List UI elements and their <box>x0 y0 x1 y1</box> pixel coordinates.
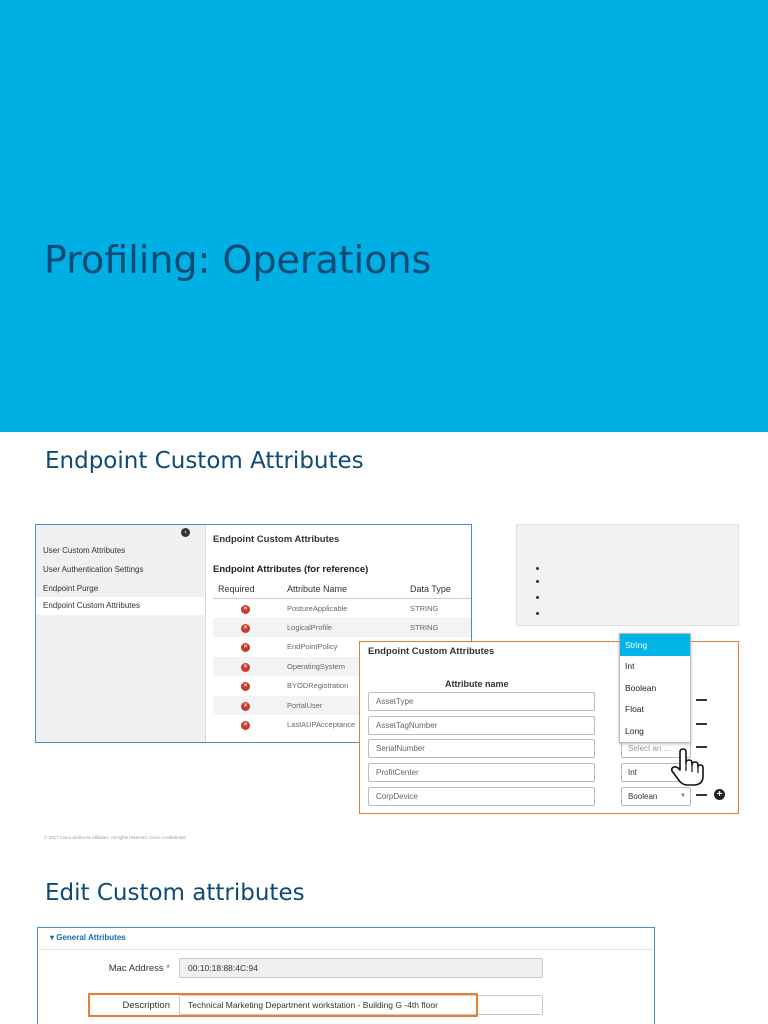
data-type: STRING <box>408 618 471 638</box>
nav-item-user-auth-settings[interactable]: User Authentication Settings <box>43 565 144 574</box>
required-icon: ✕ <box>242 644 249 651</box>
nav-item-endpoint-purge[interactable]: Endpoint Purge <box>43 584 99 593</box>
attribute-name-input[interactable]: AssetType <box>368 692 595 711</box>
required-star: * <box>166 963 170 974</box>
type-dropdown[interactable] <box>619 633 691 743</box>
dropdown-option[interactable]: Boolean <box>625 683 657 693</box>
section-heading-endpoint: Endpoint Custom Attributes <box>45 448 364 474</box>
copyright-note: © 2017 Cisco and/or its affiliates. All rights reserved. Cisco Confidential <box>44 835 186 840</box>
remove-row-icon[interactable] <box>696 723 707 725</box>
type-select[interactable] <box>621 787 691 806</box>
attribute-name: EndPointPolicy <box>287 642 338 652</box>
required-icon: ✕ <box>242 624 249 631</box>
hand-cursor-icon <box>670 748 704 786</box>
attribute-name-input[interactable]: ProfitCenter <box>368 763 595 782</box>
page-title: Profiling: Operations <box>44 238 432 282</box>
remove-row-icon[interactable] <box>696 794 707 796</box>
type-select-value: Select an ... <box>628 744 671 753</box>
bullet-point <box>536 596 539 599</box>
required-icon: ✕ <box>242 722 249 729</box>
attribute-name-input[interactable]: CorpDevice <box>368 787 595 806</box>
general-attributes-toggle[interactable]: ▾ General Attributes <box>50 933 126 942</box>
mac-label-text: Mac Address <box>108 963 164 974</box>
description-field[interactable]: Technical Marketing Department workstation - Building G -4th floor <box>179 995 543 1015</box>
col-attribute-name: Attribute Name <box>283 580 408 598</box>
mac-address-field: 00:10:18:88:4C:94 <box>179 958 543 978</box>
bullet-point <box>536 580 539 583</box>
attribute-name: LogicalProfile <box>283 618 408 638</box>
attribute-name: OperatingSystem <box>283 657 408 677</box>
table-row <box>213 618 471 638</box>
description-label: Description <box>122 1000 170 1011</box>
attribute-name-header: Attribute name <box>445 679 509 689</box>
type-select-value: Boolean <box>628 792 658 801</box>
add-row-icon[interactable]: + <box>714 789 725 800</box>
attribute-name-input[interactable]: SerialNumber <box>368 739 595 758</box>
settings-nav <box>36 525 206 742</box>
bullet-box <box>516 524 739 626</box>
dropdown-option[interactable]: Long <box>625 726 644 736</box>
section-heading-edit: Edit Custom attributes <box>45 880 305 906</box>
attribute-name: PostureApplicable <box>287 603 348 613</box>
required-icon: ✕ <box>242 683 249 690</box>
col-required: Required <box>213 580 283 598</box>
bullet-point <box>536 567 539 570</box>
col-data-type: Data Type <box>408 580 471 598</box>
collapse-icon[interactable]: ‹ <box>181 528 190 537</box>
attribute-name: PortalUser <box>283 696 408 716</box>
remove-row-icon[interactable] <box>696 699 707 701</box>
nav-item-endpoint-custom-attributes[interactable]: Endpoint Custom Attributes <box>36 597 205 615</box>
attribute-name: BYODRegistration <box>287 681 349 691</box>
panel-title: Endpoint Custom Attributes <box>213 534 340 545</box>
dropdown-option[interactable]: Float <box>625 704 644 714</box>
custom-panel-title: Endpoint Custom Attributes <box>368 646 495 657</box>
panel-subtitle: Endpoint Attributes (for reference) <box>213 564 369 575</box>
chevron-down-icon: ▼ <box>680 793 686 799</box>
mac-address-label <box>78 963 170 974</box>
nav-item-user-custom-attributes[interactable]: User Custom Attributes <box>43 546 126 555</box>
description-highlight <box>88 993 478 1017</box>
required-icon: ✕ <box>242 605 249 612</box>
dropdown-option[interactable]: String <box>620 634 690 656</box>
dropdown-option[interactable]: Int <box>625 661 635 671</box>
title-banner <box>0 0 768 432</box>
required-icon: ✕ <box>242 663 249 670</box>
type-select-value: Int <box>628 768 637 777</box>
required-icon: ✕ <box>242 702 249 709</box>
bullet-point <box>536 612 539 615</box>
divider <box>39 949 654 950</box>
attribute-name-input[interactable]: AssetTagNumber <box>368 716 595 735</box>
table-row <box>213 598 471 618</box>
data-type: STRING <box>410 603 439 613</box>
attribute-name: LastAUPAcceptance <box>287 720 356 730</box>
